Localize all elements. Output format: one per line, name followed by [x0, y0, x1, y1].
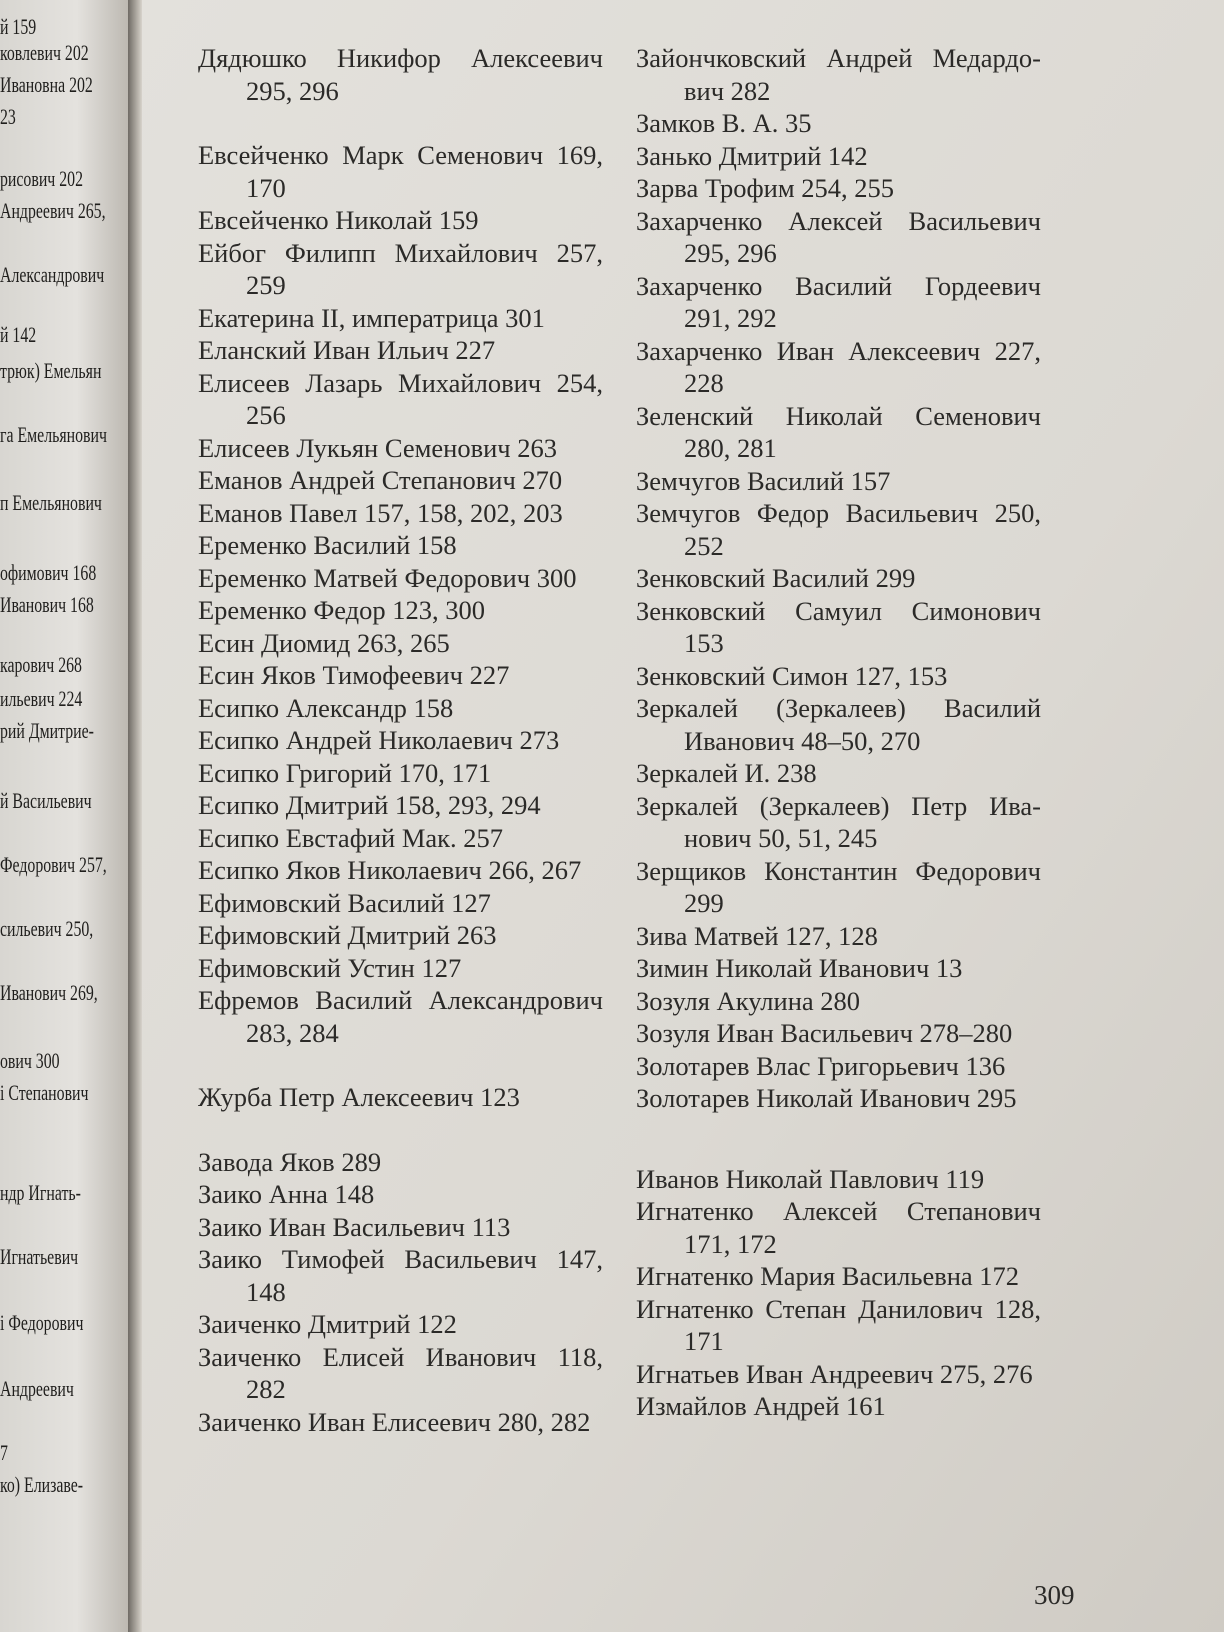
left-page-fragment: й Васильевич [0, 788, 92, 813]
index-entry: Заиченко Елисей Иванович 118, 282 [198, 1341, 603, 1404]
index-entry: Есипко Дмитрий 158, 293, 294 [198, 790, 541, 820]
section-gap [198, 1114, 603, 1146]
left-page-fragment: сильевич 250, [0, 916, 94, 941]
left-page-fragment: і Степанович [0, 1080, 89, 1105]
left-page-fragment: рисович 202 [0, 166, 83, 191]
index-entry: Екатерина II, императрица 301 [198, 302, 545, 333]
left-page-fragment: п Емельянович [0, 490, 102, 515]
left-page-fragment: карович 268 [0, 652, 82, 677]
index-entry: Зенковский Самуил Симонович 153 [636, 595, 1041, 658]
left-page-fragment: офимович 168 [0, 560, 97, 585]
index-entry: Золотарев Николай Иванович 295 [636, 1083, 1017, 1113]
left-page-fragment: ович 300 [0, 1048, 60, 1073]
index-entry: Еременко Василий 158 [198, 530, 457, 560]
left-page-fragment: ильевич 224 [0, 686, 83, 711]
index-entry: Захарченко Иван Алексеевич 227, 228 [636, 335, 1041, 398]
index-entry: Есипко Александр 158 [198, 692, 454, 723]
index-entry: Ейбог Филипп Михайлович 257, 259 [198, 237, 603, 300]
index-entry: Еманов Андрей Степанович 270 [198, 465, 563, 495]
index-entry: Еременко Матвей Федорович 300 [198, 562, 577, 593]
index-entry: Еременко Федор 123, 300 [198, 595, 486, 625]
left-page-fragment: і Федорович [0, 1310, 84, 1335]
index-entry: Игнатьев Иван Андреевич 275, 276 [636, 1358, 1033, 1389]
page-number: 309 [1034, 1580, 1075, 1610]
index-entry: Зеркалей (Зеркалеев) Василий Иванович 48–50, 270 [636, 693, 1041, 756]
left-page-fragment: ндр Игнать- [0, 1180, 81, 1205]
index-entry: Заико Анна 148 [198, 1179, 375, 1209]
index-entry: Зозуля Иван Васильевич 278–280 [636, 1018, 1013, 1048]
index-entry: Заиченко Иван Елисеевич 280, 282 [198, 1406, 591, 1437]
index-entry: Занько Дмитрий 142 [636, 140, 868, 171]
index-entry: Зозуля Акулина 280 [636, 985, 861, 1016]
section-gap [198, 107, 603, 139]
index-entry: Зерщиков Константин Федорович 299 [636, 855, 1041, 918]
index-entry: Зеленский Николай Семенович 280, 281 [636, 400, 1041, 463]
index-entry: Есипко Евстафий Мак. 257 [198, 822, 504, 853]
index-entry: Заиченко Дмитрий 122 [198, 1309, 457, 1339]
index-entry: Измайлов Андрей 161 [636, 1391, 886, 1421]
index-entry: Ефремов Василий Александрович 283, 284 [198, 985, 603, 1048]
left-page-fragment: Игнатьевич [0, 1244, 79, 1269]
index-entry: Зенковский Симон 127, 153 [636, 660, 948, 691]
index-entry: Ефимовский Василий 127 [198, 887, 491, 918]
left-page-edge [0, 0, 128, 1632]
index-entry: Зимин Николай Иванович 13 [636, 953, 963, 983]
left-page-fragment: Иванович 168 [0, 592, 94, 617]
section-gap [198, 1049, 603, 1081]
left-page-fragment: трюк) Емельян [0, 358, 102, 383]
left-page-fragment: ко) Елизаве- [0, 1472, 84, 1497]
index-entry: Евсейченко Марк Семенович 169, 170 [198, 140, 603, 203]
left-page-fragment: рий Дмитрие- [0, 718, 94, 743]
index-entry: Игнатенко Алексей Степанович 171, 172 [636, 1196, 1041, 1259]
left-page-fragment: Александрович [0, 262, 105, 287]
left-page-fragment: Ивановна 202 [0, 72, 93, 97]
left-page-fragment: 23 [0, 104, 16, 129]
book-gutter [128, 0, 142, 1632]
index-entry: Зенковский Василий 299 [636, 563, 916, 593]
index-entry: Игнатенко Степан Данилович 128, 171 [636, 1293, 1041, 1356]
index-entry: Заико Тимофей Васильевич 147, 148 [198, 1244, 603, 1307]
index-entry: Золотарев Влас Григорьевич 136 [636, 1050, 1006, 1081]
left-page-fragment: 7 [0, 1440, 8, 1465]
index-entry: Есин Яков Тимофеевич 227 [198, 660, 510, 690]
left-page-fragment: й 159 [0, 14, 37, 39]
left-page-fragment: Иванович 269, [0, 980, 98, 1005]
index-entry: Земчугов Федор Васильевич 250, 252 [636, 498, 1041, 561]
index-entry: Есипко Яков Николаевич 266, 267 [198, 855, 582, 885]
index-entry: Ефимовский Дмитрий 263 [198, 920, 497, 950]
index-entry: Еланский Иван Ильич 227 [198, 335, 496, 365]
index-column-right [636, 42, 1041, 1423]
left-page-fragment: Андреевич [0, 1376, 74, 1401]
section-gap [636, 1115, 1041, 1163]
index-entry: Замков В. А. 35 [636, 108, 812, 138]
index-entry: Игнатенко Мария Васильевна 172 [636, 1261, 1020, 1291]
index-entry: Захарченко Василий Гордеевич 291, 292 [636, 270, 1041, 333]
left-page-fragment: ковлевич 202 [0, 40, 89, 65]
index-entry: Евсейченко Николай 159 [198, 205, 479, 235]
index-entry: Зайончковский Андрей Медардо-вич 282 [636, 43, 1041, 106]
index-entry: Журба Петр Алексеевич 123 [198, 1082, 520, 1112]
index-entry: Зарва Трофим 254, 255 [636, 173, 895, 203]
index-entry: Ефимовский Устин 127 [198, 952, 462, 983]
index-entry: Земчугов Василий 157 [636, 465, 891, 496]
index-entry: Есин Диомид 263, 265 [198, 627, 450, 658]
index-entry: Есипко Андрей Николаевич 273 [198, 725, 560, 755]
left-page-fragment: Андреевич 265, [0, 198, 106, 223]
index-entry: Захарченко Алексей Васильевич 295, 296 [636, 205, 1041, 268]
index-column-left [198, 42, 603, 1438]
left-page-fragment: Федорович 257, [0, 852, 107, 877]
index-entry: Иванов Николай Павлович 119 [636, 1163, 985, 1194]
index-entry: Зива Матвей 127, 128 [636, 920, 878, 951]
index-entry: Дядюшко Никифор Алексеевич 295, 296 [198, 43, 603, 106]
index-entry: Елисеев Лазарь Михайлович 254, 256 [198, 367, 603, 430]
index-entry: Завода Яков 289 [198, 1146, 382, 1177]
index-entry: Зеркалей И. 238 [636, 758, 817, 788]
left-page-fragment: га Емельянович [0, 422, 107, 447]
index-entry: Елисеев Лукьян Семенович 263 [198, 432, 557, 463]
index-entry: Еманов Павел 157, 158, 202, 203 [198, 497, 563, 528]
left-page-fragment: й 142 [0, 322, 37, 347]
index-entry: Есипко Григорий 170, 171 [198, 757, 492, 788]
index-entry: Зеркалей (Зеркалеев) Петр Ива-нович 50, 51, 245 [636, 790, 1041, 853]
index-entry: Заико Иван Васильевич 113 [198, 1211, 511, 1242]
